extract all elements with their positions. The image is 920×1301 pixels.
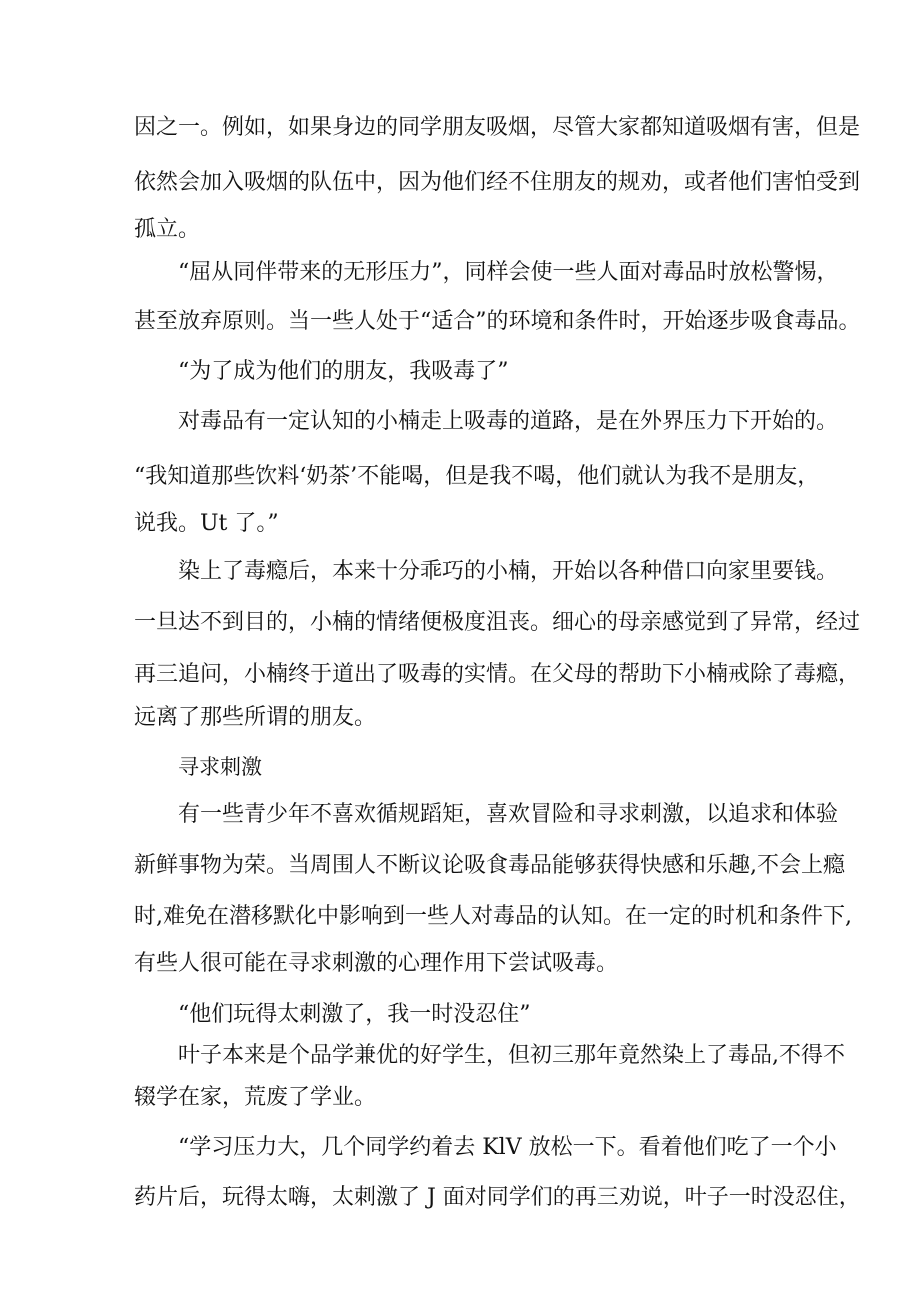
text-line: 甚至放弃原则。当一些人处于“适合”的环境和条件时，开始逐步吸食毒品。 <box>134 309 861 334</box>
quote-heading: “他们玩得太刺激了，我一时没忍住” <box>178 1002 531 1027</box>
text-line: “屈从同伴带来的无形压力”，同样会使一些人面对毒品时放松警惕， <box>178 260 839 285</box>
text-line: 有一些青少年不喜欢循规蹈矩，喜欢冒险和寻求刺激，以追求和体验 <box>178 802 839 827</box>
text-line: “我知道那些饮料‘奶茶’不能喝，但是我不喝，他们就认为我不是朋友， <box>134 464 820 489</box>
text-line: 一旦达不到目的，小楠的情绪便极度沮丧。细心的母亲感觉到了异常，经过 <box>134 610 861 635</box>
text-line: 辍学在家，荒废了学业。 <box>134 1085 377 1110</box>
text-line: 对毒品有一定认知的小楠走上吸毒的道路，是在外界压力下开始的。 <box>178 409 839 434</box>
text-line: 叶子本来是个品学兼优的好学生，但初三那年竟然染上了毒品,不得不 <box>178 1043 845 1068</box>
text-line: 染上了毒瘾后，本来十分乖巧的小楠，开始以各种借口向家里要钱。 <box>178 559 839 584</box>
text-line: 新鲜事物为荣。当周围人不断议论吸食毒品能够获得快感和乐趣,不会上瘾 <box>134 853 845 878</box>
text-line: 因之一。例如，如果身边的同学朋友吸烟，尽管大家都知道吸烟有害，但是 <box>134 115 861 140</box>
section-heading: 寻求刺激 <box>178 755 262 779</box>
text-line: 有些人很可能在寻求刺激的心理作用下尝试吸毒。 <box>134 951 619 976</box>
text-line: 依然会加入吸烟的队伍中，因为他们经不住朋友的规劝，或者他们害怕受到 <box>134 170 861 195</box>
quote-heading: “为了成为他们的朋友，我吸毒了” <box>178 359 509 384</box>
text-line: 孤立。 <box>134 217 201 242</box>
text-line: 再三追问，小楠终于道出了吸毒的实情。在父母的帮助下小楠戒除了毒瘾， <box>134 662 861 687</box>
text-line: 时,难免在潜移默化中影响到一些人对毒品的认知。在一定的时机和条件下, <box>134 904 852 929</box>
text-line: 药片后，玩得太嗨，太刺激了 J 面对同学们的再三劝说，叶子一时没忍住， <box>134 1185 861 1210</box>
text-line: 说我。Ut 了。” <box>134 511 279 536</box>
text-line: “学习压力大，几个同学约着去 KlV 放松一下。看着他们吃了一个小 <box>178 1135 837 1160</box>
text-line: 远离了那些所谓的朋友。 <box>134 705 377 730</box>
